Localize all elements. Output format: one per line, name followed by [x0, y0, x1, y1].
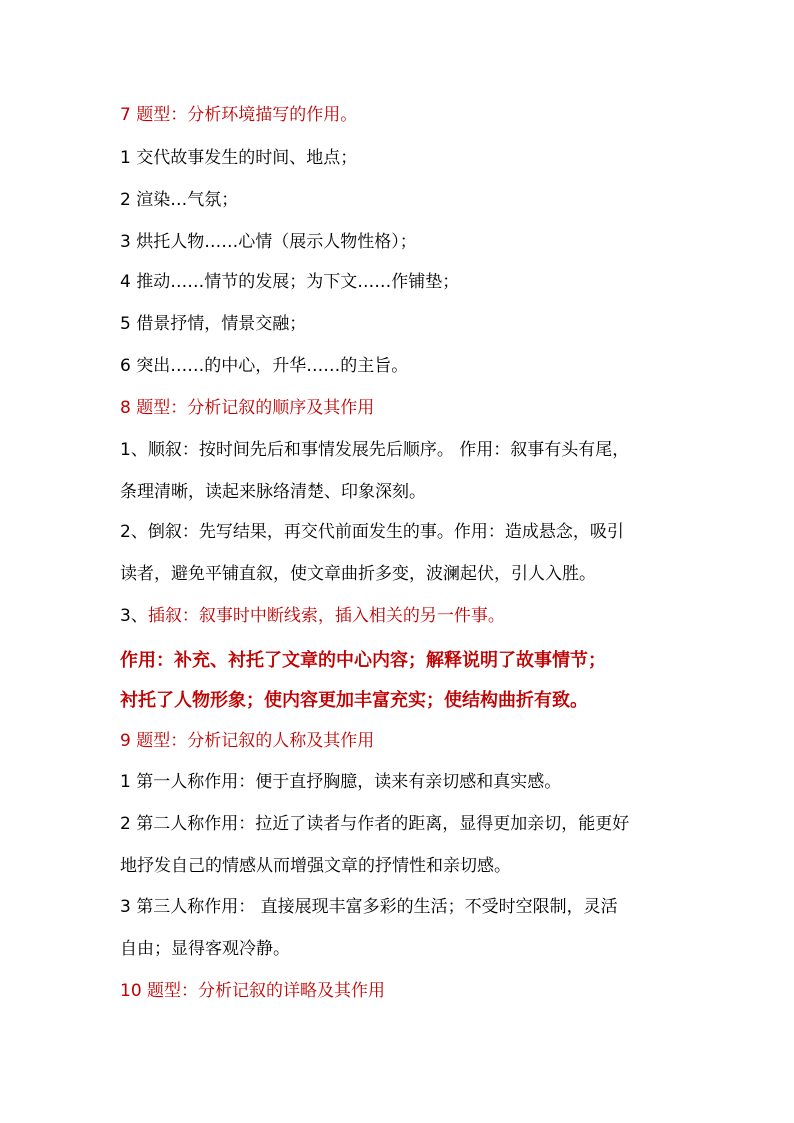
- section8-chaxu: [120, 605, 505, 627]
- section7-item-3: 3 烘托人物……心情（展示人物性格）；: [120, 232, 417, 252]
- section7-item-2: 2 渲染…气氛；: [120, 190, 239, 210]
- section9-third-person-line1: 3 第三人称作用： 直接展现丰富多彩的生活；不受时空限制，灵活: [120, 897, 618, 917]
- section8-chaxu-text: 插叙：叙事时中断线索，插入相关的另一件事。: [147, 606, 505, 626]
- section7-item-4: 4 推动……情节的发展；为下文……作铺垫；: [120, 272, 460, 292]
- section7-heading: 7 题型：分析环境描写的作用。: [120, 105, 358, 125]
- section7-item-1: 1 交代故事发生的时间、地点；: [120, 148, 358, 168]
- section8-chaxu-prefix: 3、: [120, 606, 148, 626]
- section10-heading: 10 题型：分析记叙的详略及其作用: [120, 981, 386, 1001]
- section8-chaxu-effect-line1: 作用：补充、衬托了文章的中心内容；解释说明了故事情节；: [120, 650, 606, 671]
- section7-item-6: 6 突出……的中心，升华……的主旨。: [120, 356, 409, 376]
- section7-item-5: 5 借景抒情，情景交融；: [120, 314, 307, 334]
- section9-first-person: 1 第一人称作用：便于直抒胸臆，读来有亲切感和真实感。: [120, 772, 562, 792]
- section8-daoxu-line1: 2、倒叙：先写结果，再交代前面发生的事。作用：造成悬念，吸引: [120, 522, 624, 542]
- section9-third-person-line2: 自由；显得客观冷静。: [120, 939, 290, 959]
- section8-shunxu-line1: 1、顺叙：按时间先后和事情发展先后顺序。 作用：叙事有头有尾，: [120, 440, 630, 460]
- section8-heading: 8 题型：分析记叙的顺序及其作用: [120, 398, 375, 418]
- section8-shunxu-line2: 条理清晰，读起来脉络清楚、印象深刻。: [120, 482, 426, 502]
- section8-daoxu-line2: 读者，避免平铺直叙，使文章曲折多变，波澜起伏，引人入胜。: [120, 564, 596, 584]
- section9-heading: 9 题型：分析记叙的人称及其作用: [120, 731, 375, 751]
- section9-second-person-line1: 2 第二人称作用：拉近了读者与作者的距离，显得更加亲切，能更好: [120, 814, 630, 834]
- section9-second-person-line2: 地抒发自己的情感从而增强文章的抒情性和亲切感。: [120, 856, 511, 876]
- section8-chaxu-effect-line2: 衬托了人物形象；使内容更加丰富充实；使结构曲折有致。: [120, 690, 588, 711]
